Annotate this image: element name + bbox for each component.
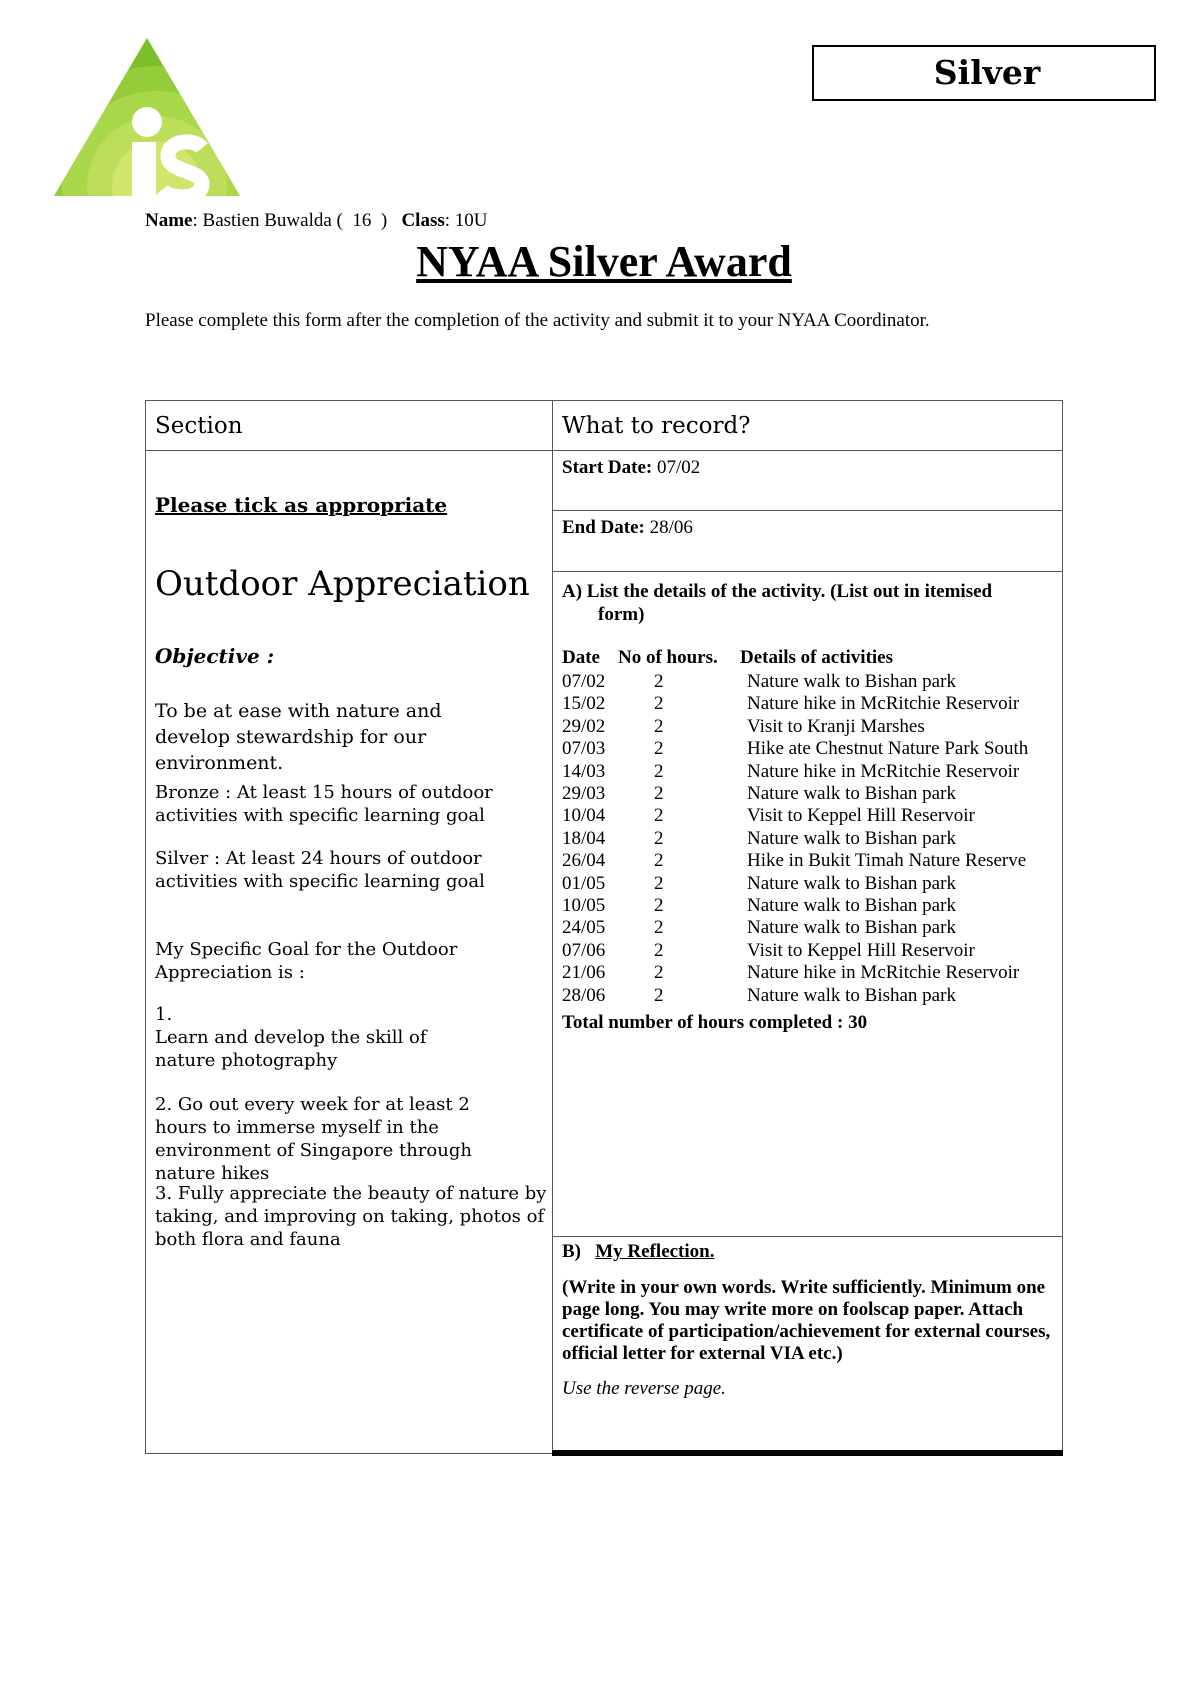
activity-details: Nature walk to Bishan park	[747, 671, 956, 692]
award-level-badge: Silver	[812, 45, 1156, 101]
activity-details: Hike in Bukit Timah Nature Reserve	[747, 850, 1027, 872]
goal-3: 3. Fully appreciate the beauty of nature by taking, and improving on taking, photos of both flora and fauna	[155, 1183, 547, 1250]
activity-hours: 2	[654, 760, 664, 782]
activity-date: 01/05	[562, 872, 606, 894]
activity-details: Nature hike in McRitchie Reservoir	[747, 760, 1020, 782]
student-class: 10U	[454, 210, 488, 231]
objective-label: Objective :	[155, 644, 275, 668]
section-b-prefix: B)	[562, 1241, 581, 1262]
student-name: Bastien Buwalda	[202, 210, 332, 231]
student-info: Name: Bastien Buwalda ( 16 ) Class: 10U	[145, 210, 488, 231]
activity-date: 24/05	[562, 917, 606, 939]
activity-date: 14/03	[562, 760, 606, 782]
instruction-text: Please complete this form after the completion of the activity and submit it to your NYAA Coordinator.	[145, 310, 930, 331]
reverse-page-note: Use the reverse page.	[562, 1378, 726, 1399]
col-details-header: Details of activities	[740, 647, 894, 668]
activity-date: 28/06	[562, 984, 606, 1006]
activity-date: 18/04	[562, 827, 606, 849]
activity-date: 10/04	[562, 805, 606, 827]
activity-row	[562, 850, 1057, 872]
tick-instruction: Please tick as appropriate	[155, 493, 448, 517]
activity-details: Nature hike in McRitchie Reservoir	[747, 693, 1020, 715]
activity-row	[562, 940, 1057, 962]
document-title: NYAA Silver Award	[416, 237, 792, 286]
section-b-heading	[562, 1241, 714, 1263]
activity-hours: 2	[654, 850, 664, 872]
objective-text: To be at ease with nature and develop stewardship for our environment.	[155, 700, 442, 774]
activity-date: 29/02	[562, 715, 606, 737]
activity-hours: 2	[654, 872, 664, 894]
activity-details: Nature walk to Bishan park	[747, 895, 956, 916]
record-header: What to record?	[553, 401, 1062, 451]
activity-date: 07/03	[562, 738, 606, 760]
activity-hours: 2	[654, 984, 664, 1006]
activity-row	[562, 671, 1057, 693]
activity-hours: 2	[654, 783, 664, 804]
activity-details: Visit to Keppel Hill Reservoir	[747, 939, 975, 961]
col-date-header: Date	[562, 647, 600, 668]
activity-details: Nature walk to Bishan park	[747, 872, 956, 894]
activity-row	[562, 805, 1057, 827]
register-number: 16	[352, 210, 372, 231]
goal-intro: My Specific Goal for the Outdoor Appreciation is :	[155, 939, 458, 983]
activity-row	[562, 783, 1057, 805]
activity-hours: 2	[654, 917, 664, 939]
activity-hours: 2	[654, 738, 664, 760]
end-date: 28/06	[649, 517, 693, 538]
goal-1: Learn and develop the skill of nature photography	[155, 1027, 427, 1071]
end-date-label: End Date:	[562, 517, 645, 538]
activity-hours: 2	[654, 715, 664, 737]
activity-hours: 2	[654, 693, 664, 715]
start-date-row	[553, 451, 1062, 511]
activity-details: Nature walk to Bishan park	[747, 984, 956, 1006]
start-date-label: Start Date:	[562, 457, 653, 478]
activity-row	[562, 693, 1057, 715]
activity-row	[562, 917, 1057, 939]
activity-row	[562, 873, 1057, 895]
total-hours: Total number of hours completed : 30	[562, 1012, 868, 1033]
activity-date: 15/02	[562, 693, 606, 715]
activity-row	[562, 985, 1057, 1007]
end-date-row	[553, 511, 1062, 572]
col-hours-header: No of hours.	[618, 647, 718, 668]
activity-details: Hike ate Chestnut Nature Park South	[747, 738, 1029, 760]
start-date: 07/02	[656, 457, 701, 478]
table-bottom-rule	[552, 1450, 1063, 1456]
activity-hours: 2	[654, 671, 664, 692]
activity-hours: 2	[654, 805, 664, 827]
goal-1-number: 1.	[155, 1004, 173, 1025]
silver-requirement: Silver : At least 24 hours of outdoor activities with specific learning goal	[155, 848, 485, 892]
activity-details: Nature walk to Bishan park	[747, 783, 956, 804]
activity-row	[562, 761, 1057, 783]
activity-row	[562, 895, 1057, 917]
activity-date: 21/06	[562, 962, 606, 984]
activity-hours: 2	[654, 939, 664, 961]
activity-details: Nature walk to Bishan park	[747, 827, 956, 849]
activity-row	[562, 962, 1057, 984]
activity-date: 29/03	[562, 783, 606, 804]
goal-2: 2. Go out every week for at least 2 hours to immerse myself in the environment of Singapore through nature hikes	[155, 1094, 472, 1184]
section-header: Section	[146, 401, 552, 451]
activity-date: 26/04	[562, 850, 606, 872]
activity-date: 10/05	[562, 895, 606, 916]
activity-hours: 2	[654, 827, 664, 849]
activity-details: Nature walk to Bishan park	[747, 917, 956, 939]
activity-date: 07/02	[562, 671, 606, 692]
section-b-title: My Reflection.	[595, 1241, 715, 1262]
activity-row	[562, 738, 1057, 760]
school-logo	[52, 36, 242, 200]
section-a-heading: A) List the details of the activity. (List out in itemised form)	[562, 581, 993, 625]
activity-details: Nature hike in McRitchie Reservoir	[747, 962, 1020, 984]
activity-details: Visit to Kranji Marshes	[747, 715, 925, 737]
activity-date: 07/06	[562, 939, 606, 961]
section-column	[145, 400, 552, 1454]
activity-row	[562, 828, 1057, 850]
activity-hours: 2	[654, 962, 664, 984]
activity-details: Visit to Keppel Hill Reservoir	[747, 805, 975, 827]
class-label: Class	[401, 210, 445, 231]
name-label: Name	[145, 210, 193, 231]
category-title: Outdoor Appreciation	[155, 564, 530, 604]
bronze-requirement: Bronze : At least 15 hours of outdoor activities with specific learning goal	[155, 782, 493, 826]
activity-row	[562, 716, 1057, 738]
record-table	[145, 400, 1063, 1460]
record-column	[552, 400, 1063, 1454]
section-b-instructions: (Write in your own words. Write sufficiently. Minimum one page long. You may write more on foolscap paper. Attach certificate of participation/achievement for external courses, official letter for external VIA etc.)	[562, 1277, 1051, 1364]
activity-hours: 2	[654, 895, 664, 916]
